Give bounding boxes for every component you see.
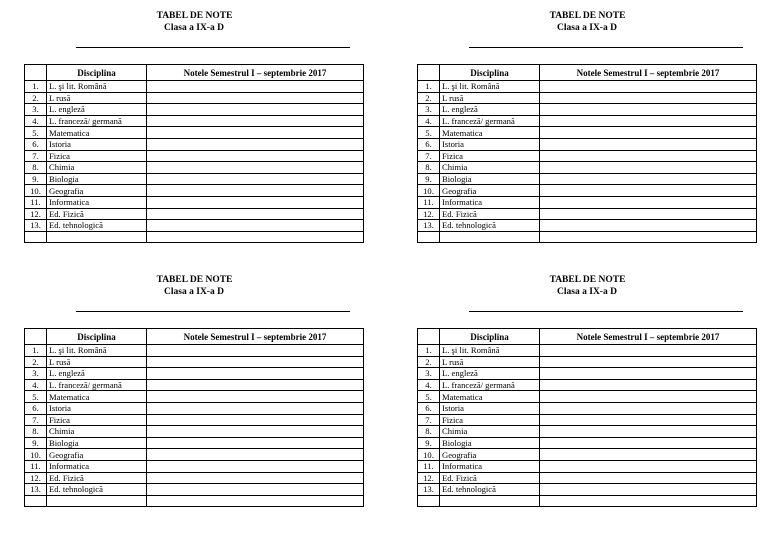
grades-table (417, 64, 757, 243)
row-number: 5. (25, 127, 47, 139)
sheet-title: TABEL DE NOTE (549, 275, 626, 285)
row-number: 5. (418, 127, 440, 139)
subject-name: Istoria (47, 402, 147, 414)
subject-row (25, 208, 364, 220)
subject-name: Fizica (47, 414, 147, 426)
grades-cell[interactable] (147, 127, 364, 139)
subject-row (418, 414, 757, 426)
row-number: 1. (25, 345, 47, 357)
subject-name: Istoria (440, 402, 540, 414)
row-number: 2. (25, 356, 47, 368)
grades-table (24, 328, 364, 507)
row-number: 4. (418, 379, 440, 391)
row-number: 10. (418, 185, 440, 197)
name-line[interactable] (469, 311, 743, 312)
subject-name: L rusă (47, 356, 147, 368)
row-number: 5. (25, 391, 47, 403)
subject-name: Chimia (47, 426, 147, 438)
subject-row (25, 81, 364, 93)
subject-name: Informatica (47, 460, 147, 472)
blank-row (25, 231, 364, 243)
grades-cell[interactable] (540, 104, 757, 116)
grades-cell[interactable] (147, 208, 364, 220)
grades-cell[interactable] (540, 92, 757, 104)
grades-cell[interactable] (540, 220, 757, 232)
row-number: 10. (25, 449, 47, 461)
subject-name: L. franceză/ germană (47, 379, 147, 391)
grades-cell[interactable] (147, 345, 364, 357)
subject-name: Ed. Fizică (440, 472, 540, 484)
grades-cell[interactable] (147, 81, 364, 93)
subject-name: Chimia (440, 162, 540, 174)
row-number: 12. (418, 208, 440, 220)
grades-cell[interactable] (540, 208, 757, 220)
grades-cell[interactable] (147, 414, 364, 426)
row-number: 7. (25, 414, 47, 426)
row-number: 7. (418, 414, 440, 426)
grades-cell[interactable] (540, 356, 757, 368)
grades-cell[interactable] (540, 162, 757, 174)
header-nr (418, 65, 440, 81)
row-number: 6. (418, 138, 440, 150)
grades-cell[interactable] (540, 391, 757, 403)
header-subject: Disciplina (440, 329, 540, 345)
class-label: Clasa a IX-a D (164, 286, 224, 297)
grades-cell[interactable] (540, 402, 757, 414)
grades-cell[interactable] (540, 127, 757, 139)
row-number (418, 495, 440, 507)
subject-row (25, 185, 364, 197)
subject-name: Ed. tehnologică (47, 484, 147, 496)
subject-row (418, 484, 757, 496)
subject-name: Ed. tehnologică (47, 220, 147, 232)
subject-name: Informatica (440, 460, 540, 472)
subject-row (25, 437, 364, 449)
grades-cell[interactable] (147, 150, 364, 162)
row-number: 7. (418, 150, 440, 162)
subject-name: Ed. tehnologică (440, 484, 540, 496)
row-number: 1. (418, 81, 440, 93)
subject-row (418, 426, 757, 438)
subject-row (418, 460, 757, 472)
header-grades: Notele Semestrul I – septembrie 2017 (147, 65, 364, 81)
grades-cell[interactable] (147, 379, 364, 391)
subject-row (25, 104, 364, 116)
row-number: 13. (25, 484, 47, 496)
subject-row (25, 345, 364, 357)
subject-row (25, 162, 364, 174)
subject-name: L rusă (47, 92, 147, 104)
subject-name: Geografia (440, 449, 540, 461)
grades-cell[interactable] (540, 414, 757, 426)
subject-row (25, 220, 364, 232)
row-number (25, 495, 47, 507)
class-label: Clasa a IX-a D (557, 286, 617, 297)
row-number: 5. (418, 391, 440, 403)
grades-cell[interactable] (540, 426, 757, 438)
subject-row (418, 173, 757, 185)
subject-row (25, 127, 364, 139)
grades-cell[interactable] (540, 150, 757, 162)
subject-row (418, 150, 757, 162)
subject-row (418, 437, 757, 449)
grades-cell[interactable] (147, 173, 364, 185)
row-number: 8. (25, 426, 47, 438)
grade-sheet-bottom-right (417, 275, 757, 507)
row-number: 11. (25, 196, 47, 208)
class-label: Clasa a IX-a D (164, 22, 224, 33)
subject-name: Ed. Fizică (440, 208, 540, 220)
row-number: 13. (25, 220, 47, 232)
row-number: 11. (418, 196, 440, 208)
row-number: 3. (25, 368, 47, 380)
row-number: 3. (418, 104, 440, 116)
header-subject: Disciplina (47, 65, 147, 81)
blank-row (25, 495, 364, 507)
header-nr (25, 65, 47, 81)
subject-row (25, 368, 364, 380)
grades-cell[interactable] (540, 460, 757, 472)
subject-name: Informatica (47, 196, 147, 208)
row-number (418, 231, 440, 243)
row-number: 10. (25, 185, 47, 197)
header-subject: Disciplina (47, 329, 147, 345)
grades-cell[interactable] (147, 115, 364, 127)
header-nr (25, 329, 47, 345)
sheet-title: TABEL DE NOTE (549, 11, 626, 21)
subject-name[interactable] (47, 231, 147, 243)
subject-name: Chimia (47, 162, 147, 174)
grades-cell[interactable] (147, 449, 364, 461)
row-number: 13. (418, 220, 440, 232)
subject-row (25, 472, 364, 484)
subject-row (418, 92, 757, 104)
row-number: 2. (418, 92, 440, 104)
table-header-row (25, 65, 364, 81)
name-line[interactable] (76, 311, 350, 312)
row-number: 2. (418, 356, 440, 368)
row-number: 11. (418, 460, 440, 472)
subject-row (25, 379, 364, 391)
row-number: 6. (25, 402, 47, 414)
subject-name: Fizica (47, 150, 147, 162)
grades-cell[interactable] (540, 173, 757, 185)
row-number (25, 231, 47, 243)
header-grades: Notele Semestrul I – septembrie 2017 (540, 65, 757, 81)
subject-name: L. şi lit. Română (47, 81, 147, 93)
subject-row (25, 426, 364, 438)
subject-row (418, 196, 757, 208)
grades-table (24, 64, 364, 243)
subject-row (418, 127, 757, 139)
grade-sheet-top-left (24, 11, 364, 243)
row-number: 9. (418, 173, 440, 185)
row-number: 6. (418, 402, 440, 414)
grade-sheet-top-right (417, 11, 757, 243)
grades-cell[interactable] (147, 356, 364, 368)
grades-cell[interactable] (147, 402, 364, 414)
subject-name: Matematica (47, 127, 147, 139)
grades-cell[interactable] (147, 472, 364, 484)
subject-row (418, 162, 757, 174)
grades-cell[interactable] (147, 231, 364, 243)
row-number: 8. (25, 162, 47, 174)
grades-cell[interactable] (147, 426, 364, 438)
subject-row (25, 92, 364, 104)
row-number: 9. (25, 173, 47, 185)
subject-name: L. franceză/ germană (440, 379, 540, 391)
row-number: 6. (25, 138, 47, 150)
subject-name: Matematica (47, 391, 147, 403)
subject-name: Informatica (440, 196, 540, 208)
subject-name: Geografia (440, 185, 540, 197)
name-line[interactable] (76, 47, 350, 48)
subject-name: L. engleză (47, 104, 147, 116)
subject-name: Istoria (440, 138, 540, 150)
subject-row (25, 402, 364, 414)
table-header-row (25, 329, 364, 345)
grade-sheet-bottom-left (24, 275, 364, 507)
grades-cell[interactable] (147, 391, 364, 403)
header-grades: Notele Semestrul I – septembrie 2017 (540, 329, 757, 345)
header-subject: Disciplina (440, 65, 540, 81)
row-number: 2. (25, 92, 47, 104)
subject-row (418, 185, 757, 197)
row-number: 4. (25, 115, 47, 127)
subject-name: L. şi lit. Română (47, 345, 147, 357)
row-number: 3. (25, 104, 47, 116)
grades-cell[interactable] (540, 231, 757, 243)
grades-cell[interactable] (540, 437, 757, 449)
subject-row (25, 449, 364, 461)
grades-cell[interactable] (147, 185, 364, 197)
name-line[interactable] (469, 47, 743, 48)
blank-row (418, 495, 757, 507)
grades-cell[interactable] (147, 196, 364, 208)
row-number: 3. (418, 368, 440, 380)
subject-name: Fizica (440, 150, 540, 162)
subject-name: L. franceză/ germană (440, 115, 540, 127)
sheet-title: TABEL DE NOTE (156, 11, 233, 21)
subject-name: L. şi lit. Română (440, 345, 540, 357)
subject-row (418, 208, 757, 220)
subject-name: Ed. Fizică (47, 208, 147, 220)
header-grades: Notele Semestrul I – septembrie 2017 (147, 329, 364, 345)
grades-cell[interactable] (540, 495, 757, 507)
grades-cell[interactable] (147, 162, 364, 174)
row-number: 9. (25, 437, 47, 449)
subject-name: Matematica (440, 391, 540, 403)
subject-row (418, 402, 757, 414)
grades-cell[interactable] (540, 81, 757, 93)
grades-cell[interactable] (540, 449, 757, 461)
grades-cell[interactable] (147, 368, 364, 380)
grades-cell[interactable] (147, 437, 364, 449)
subject-name: Geografia (47, 185, 147, 197)
subject-row (25, 115, 364, 127)
grades-cell[interactable] (147, 220, 364, 232)
subject-name: Ed. tehnologică (440, 220, 540, 232)
subject-row (25, 173, 364, 185)
subject-name: Istoria (47, 138, 147, 150)
row-number: 4. (25, 379, 47, 391)
header-nr (418, 329, 440, 345)
subject-row (418, 449, 757, 461)
grades-cell[interactable] (147, 495, 364, 507)
grades-cell[interactable] (147, 92, 364, 104)
subject-row (418, 356, 757, 368)
table-header-row (418, 65, 757, 81)
row-number: 1. (25, 81, 47, 93)
subject-row (25, 150, 364, 162)
subject-row (25, 460, 364, 472)
subject-row (25, 196, 364, 208)
row-number: 8. (418, 162, 440, 174)
row-number: 8. (418, 426, 440, 438)
row-number: 7. (25, 150, 47, 162)
row-number: 1. (418, 345, 440, 357)
row-number: 12. (25, 472, 47, 484)
grades-cell[interactable] (147, 104, 364, 116)
class-label: Clasa a IX-a D (557, 22, 617, 33)
grades-table (417, 328, 757, 507)
subject-row (418, 115, 757, 127)
grades-cell[interactable] (540, 368, 757, 380)
grades-cell[interactable] (540, 379, 757, 391)
subject-row (25, 414, 364, 426)
subject-name: L. engleză (47, 368, 147, 380)
subject-row (25, 484, 364, 496)
subject-name: Fizica (440, 414, 540, 426)
subject-name: L rusă (440, 356, 540, 368)
subject-name[interactable] (440, 231, 540, 243)
subject-row (418, 81, 757, 93)
subject-name: L rusă (440, 92, 540, 104)
row-number: 4. (418, 115, 440, 127)
subject-name: Biologia (440, 173, 540, 185)
subject-name: Ed. Fizică (47, 472, 147, 484)
subject-name[interactable] (440, 495, 540, 507)
grades-cell[interactable] (147, 138, 364, 150)
grades-cell[interactable] (540, 484, 757, 496)
subject-name: Geografia (47, 449, 147, 461)
grades-cell[interactable] (147, 484, 364, 496)
subject-name: L. franceză/ germană (47, 115, 147, 127)
grades-cell[interactable] (540, 115, 757, 127)
blank-row (418, 231, 757, 243)
subject-name: Biologia (47, 173, 147, 185)
table-header-row (418, 329, 757, 345)
subject-row (418, 345, 757, 357)
subject-row (418, 138, 757, 150)
row-number: 10. (418, 449, 440, 461)
row-number: 13. (418, 484, 440, 496)
grades-cell[interactable] (540, 196, 757, 208)
subject-row (418, 104, 757, 116)
subject-name: L. şi lit. Română (440, 81, 540, 93)
subject-name: Biologia (440, 437, 540, 449)
grades-cell[interactable] (147, 460, 364, 472)
grades-cell[interactable] (540, 138, 757, 150)
subject-row (418, 472, 757, 484)
subject-row (25, 391, 364, 403)
subject-name: Matematica (440, 127, 540, 139)
row-number: 9. (418, 437, 440, 449)
subject-name: Chimia (440, 426, 540, 438)
subject-row (418, 220, 757, 232)
subject-row (25, 138, 364, 150)
row-number: 12. (25, 208, 47, 220)
row-number: 11. (25, 460, 47, 472)
grades-cell[interactable] (540, 472, 757, 484)
row-number: 12. (418, 472, 440, 484)
sheet-title: TABEL DE NOTE (156, 275, 233, 285)
subject-name: Biologia (47, 437, 147, 449)
subject-row (418, 368, 757, 380)
subject-name: L. engleză (440, 104, 540, 116)
grades-cell[interactable] (540, 185, 757, 197)
subject-name[interactable] (47, 495, 147, 507)
subject-name: L. engleză (440, 368, 540, 380)
subject-row (25, 356, 364, 368)
subject-row (418, 391, 757, 403)
grades-cell[interactable] (540, 345, 757, 357)
subject-row (418, 379, 757, 391)
